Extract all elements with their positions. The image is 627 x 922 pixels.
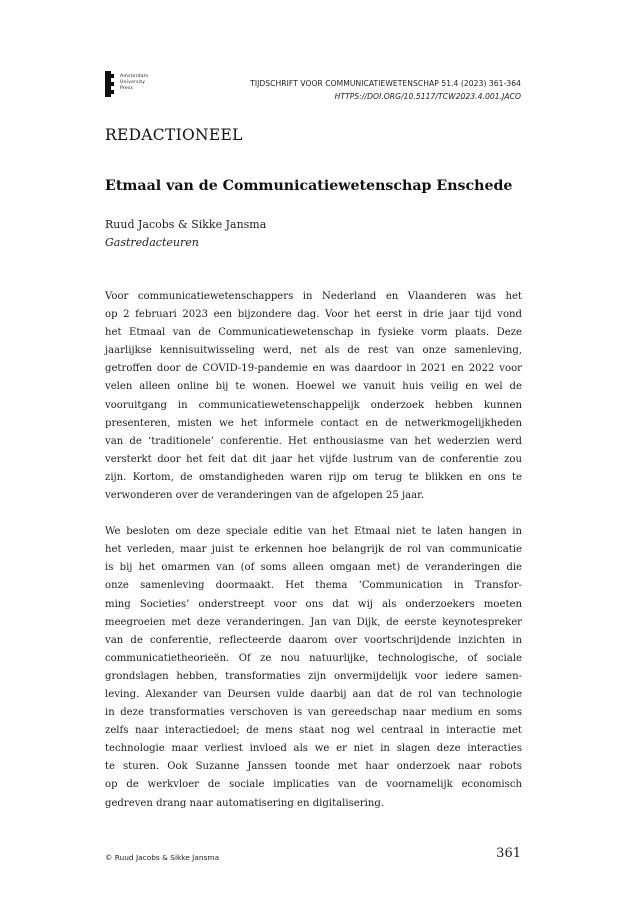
body-line: communicatietheorieën. Of ze nou natuurlijke, technologische, of sociale [105,652,522,664]
article-title: Etmaal van de Communicatiewetenschap Enschede [105,178,513,194]
author-names: Ruud Jacobs & Sikke Jansma [105,218,267,231]
body-line: gedreven drang naar automatisering en digitalisering. [105,797,384,809]
author-block [105,216,266,252]
publisher-line: Press [120,85,134,91]
body-line: getroffen door de COVID-19-pandemie en was daardoor in 2021 en 2022 voor [105,363,522,375]
article-body [105,288,522,831]
body-paragraph [105,288,522,505]
publisher-line: University [120,79,146,85]
aup-logo-icon [105,71,114,97]
page-number: 361 [496,846,521,861]
body-line: in deze transformaties verschoven is van gereedschap naar medium en soms [105,707,522,719]
body-line: presenteren, misten we het informele contact en de netwerkmogelijkheden [105,417,522,429]
body-line: is bij het omarmen van (of soms alleen omgaan met) de veranderingen die [105,562,522,574]
body-line: velen alleen online bij te wonen. Hoewel we vanuit huis veilig en wel de [105,381,522,393]
body-paragraph [105,523,522,813]
copyright-notice: © Ruud Jacobs & Sikke Jansma [105,853,220,862]
body-line: te sturen. Ook Suzanne Janssen toonde met haar onderzoek naar robots [105,761,522,773]
author-role: Gastredacteuren [105,236,199,249]
body-line: zijn. Kortom, de omstandigheden waren rijp om terug te blikken en ons te [105,471,522,483]
body-line: van de conferentie, reflecteerde daarom over voortschrijdende inzichten in [105,634,522,646]
body-line: onze samenleving doormaakt. Het thema ‘Communication in Transfor- [105,580,522,592]
body-line: technologie maar verliest invloed als we er niet in slagen deze interacties [105,743,522,755]
body-line: van de ‘traditionele’ conferentie. Het enthousiasme van het wederzien werd [105,435,522,447]
body-line: We besloten om deze speciale editie van het Etmaal niet te laten hangen in [105,526,522,538]
section-heading: REDACTIONEEL [105,126,243,144]
doi-link[interactable]: HTTPS://DOI.ORG/10.5117/TCW2023.4.001.JACO [334,92,521,101]
body-line: vooruitgang in communicatiewetenschappelijk onderzoek hebben kunnen [105,399,522,411]
journal-header [250,77,521,103]
body-line: Voor communicatiewetenschappers in Nederland en Vlaanderen was het [105,291,522,302]
body-line: ming Societies’ onderstreept voor ons dat wij als onderzoekers moeten [105,598,522,610]
body-line: op 2 februari 2023 een bijzondere dag. Voor het eerst in drie jaar tijd vond [105,309,522,321]
body-line: het verleden, maar juist te erkennen hoe belangrijk de rol van communicatie [105,544,522,556]
body-line: jaarlijkse kennisuitwisseling werd, net als de rest van onze samenleving, [105,345,522,357]
publisher-line: Amsterdam [120,74,149,79]
publisher-name [120,74,148,91]
body-line: grondslagen hebben, transformaties zijn onvermijdelijk voor iedere samen- [105,670,522,682]
journal-citation: TIJDSCHRIFT VOOR COMMUNICATIEWETENSCHAP 51.4 (2023) 361-364 [250,79,521,88]
body-line: meegroeien met deze veranderingen. Jan van Dijk, de eerste keynotespreker [105,616,522,628]
body-line: op de werkvloer de sociale implicaties van de voornamelijk economisch [105,779,522,791]
publisher-logo [105,71,165,97]
body-line: zelfs naar interactiedoel; de mens staat nog wel centraal in interactie met [105,725,522,737]
body-line: leving. Alexander van Deursen vulde daarbij aan dat de rol van technologie [105,688,522,700]
body-line: verwonderen over de veranderingen van de afgelopen 25 jaar. [105,490,425,502]
body-line: versterkt door het feit dat dit jaar het vijfde lustrum van de conferentie zou [105,453,522,465]
body-line: het Etmaal van de Communicatiewetenschap in fysieke vorm plaats. Deze [105,327,522,339]
